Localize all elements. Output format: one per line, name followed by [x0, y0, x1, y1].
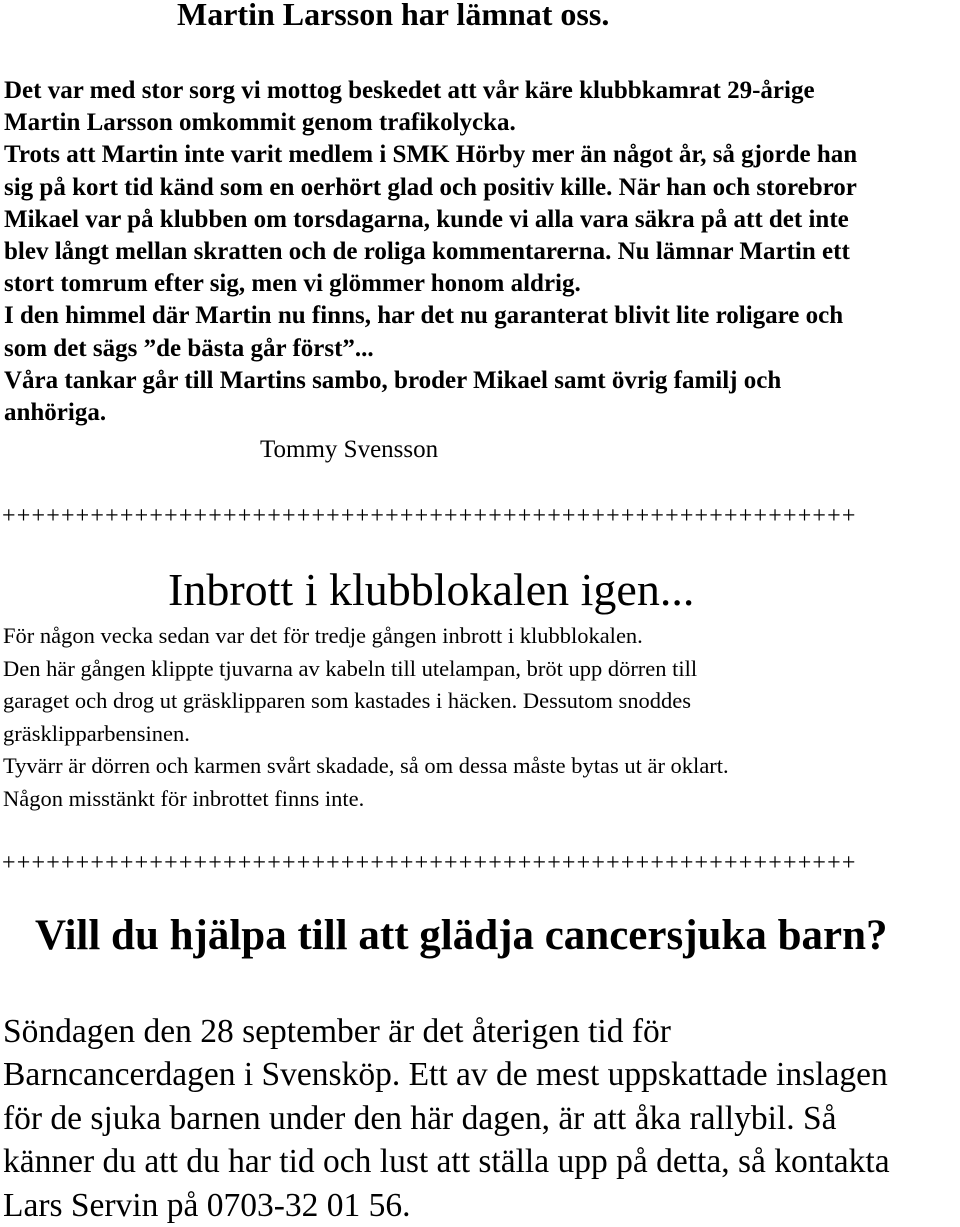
- body-line: Det var med stor sorg vi mottog beskedet att vår käre klubbkamrat 29-årige: [4, 77, 815, 104]
- body-line: Söndagen den 28 september är det återigen tid för: [3, 1013, 671, 1050]
- body-line: Barncancerdagen i Svensköp. Ett av de mest uppskattade inslagen: [3, 1056, 888, 1094]
- body-line: stort tomrum efter sig, men vi glömmer honom aldrig.: [4, 270, 581, 298]
- article-title-martin: Martin Larsson har lämnat oss.: [177, 0, 610, 32]
- body-line: I den himmel där Martin nu finns, har det nu garanterat blivit lite roligare och: [4, 302, 844, 330]
- body-line: Tyvärr är dörren och karmen svårt skadade, så om dessa måste bytas ut är oklart.: [3, 753, 729, 779]
- body-line: garaget och drog ut gräsklipparen som kastades i häcken. Dessutom snoddes: [3, 688, 691, 714]
- body-line: blev långt mellan skratten och de roliga kommentarerna. Nu lämnar Martin ett: [4, 237, 850, 265]
- body-line: gräsklipparbensinen.: [3, 720, 190, 746]
- article-title-inbrott: Inbrott i klubblokalen igen...: [168, 564, 695, 615]
- body-line: För någon vecka sedan var det för tredje gången inbrott i klubblokalen.: [3, 623, 643, 648]
- body-line: anhöriga.: [4, 398, 107, 426]
- article-body-cancer: [3, 1010, 890, 1227]
- body-line: Våra tankar går till Martins sambo, broder Mikael samt övrig familj och: [4, 366, 782, 394]
- article-signature: Tommy Svensson: [260, 436, 439, 463]
- body-line: Den här gången klippte tjuvarna av kabeln till utelampan, bröt upp dörren till: [3, 655, 698, 681]
- body-line: för de sjuka barnen under den här dagen, är att åka rallybil. Så: [3, 1099, 837, 1137]
- body-line: Någon misstänkt för inbrottet finns inte.: [3, 785, 365, 811]
- article-body-inbrott: [3, 620, 729, 816]
- body-line: Trots att Martin inte varit medlem i SMK Hörby mer än något år, så gjorde han: [4, 141, 858, 169]
- body-line: Martin Larsson omkommit genom trafikolycka.: [4, 109, 516, 137]
- plus-separator: ++++++++++++++++++++++++++++++++++++++++++++++++++++++++++: [2, 850, 857, 876]
- plus-separator: ++++++++++++++++++++++++++++++++++++++++++++++++++++++++++: [2, 503, 857, 529]
- body-line: Mikael var på klubben om torsdagarna, kunde vi alla vara säkra på att det inte: [4, 205, 849, 233]
- body-line: Lars Servin på 0703-32 01 56.: [3, 1186, 411, 1224]
- article-title-cancer: Vill du hjälpa till att glädja cancersjuka barn?: [35, 912, 888, 959]
- body-line: känner du att du har tid och lust att ställa upp på detta, så kontakta: [3, 1143, 890, 1181]
- article-body-martin: [4, 75, 857, 429]
- body-line: sig på kort tid känd som en oerhört glad och positiv kille. När han och storebror: [4, 173, 857, 201]
- body-line: som det sägs ”de bästa går först”...: [4, 334, 374, 362]
